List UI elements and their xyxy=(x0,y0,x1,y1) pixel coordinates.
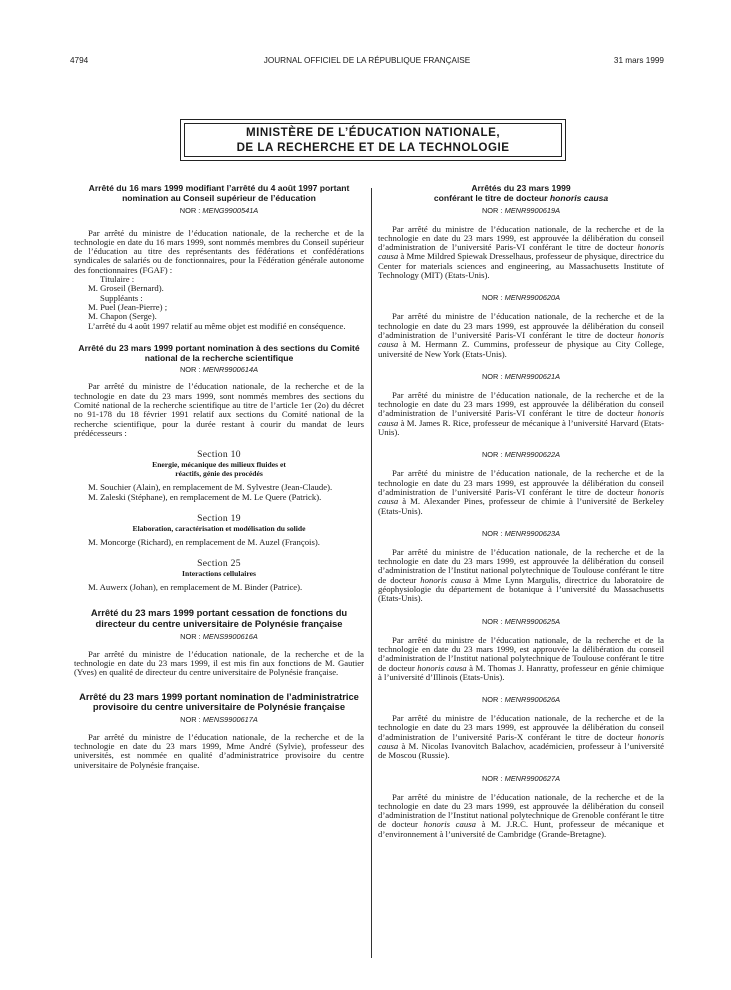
appointment: M. Auwerx (Johan), en remplacement de M. Binder (Patrice). xyxy=(88,582,303,593)
section-subtitle: Elaboration, caractérisation et modélisation du solide xyxy=(132,523,306,533)
decree-body xyxy=(378,312,664,358)
decree-body xyxy=(378,469,664,515)
decree-body xyxy=(378,793,664,839)
appointment: M. Moncorge (Richard), en remplacement de M. Auzel (François). xyxy=(88,536,320,547)
body-text: à M. Thomas J. Hanratty, professeur en génie chimique à l’université d’Illinois (Etats-Unis). xyxy=(378,662,664,682)
decree-title: Arrêté du 23 mars 1999 portant nomination de l’administratrice provisoire du centre universitaire de Polynésie française xyxy=(79,690,359,713)
nor-reference xyxy=(74,632,364,642)
appointment: M. Souchier (Alain), en remplacement de M. Sylvestre (Jean-Claude). xyxy=(88,482,333,493)
ministry-title-box xyxy=(180,119,566,161)
honoris-causa-list xyxy=(378,206,664,839)
honoris-causa-term: honoris causa xyxy=(378,242,664,262)
body-text: à M. James R. Rice, professeur de mécanique à l’université Harvard (Etats-Unis). xyxy=(378,417,664,438)
decree-body: Par arrêté du ministre de l’éducation nationale, de la recherche et de la technologie en date du 23 mars 1999, il est mis fin aux fonctions de M. Gautier (Yves) en qualité de directeur du centre universitaire de Polynésie française. xyxy=(74,648,364,678)
honoris-causa-term: honoris causa xyxy=(378,731,664,751)
nor-label: NOR : xyxy=(481,371,503,381)
body-text: Par arrêté du ministre de l’éducation nationale, de la recherche et de la technologie en date du 23 mars 1999, est approuvée la délibération du conseil d’administration de l’Institut national polytechnique de Toulouse conférant le titre de docteur xyxy=(378,546,664,585)
appointment: M. Zaleski (Stéphane), en remplacement de M. Le Quere (Patrick). xyxy=(88,491,322,502)
nor-code: MENG9900541A xyxy=(202,205,259,215)
suppleant-name: M. Chapon (Serge). xyxy=(88,311,157,322)
page-number: 4794 xyxy=(70,56,89,65)
body-text: à M. Alexander Pines, professeur de chimie à l’université de Berkeley (Etats-Unis). xyxy=(378,496,664,516)
nor-reference xyxy=(378,450,664,460)
nor-reference xyxy=(378,695,664,705)
suppleant-name: M. Puel (Jean-Pierre) ; xyxy=(88,301,168,312)
nor-label: NOR : xyxy=(481,773,503,783)
body-text: Par arrêté du ministre de l’éducation nationale, de la recherche et de la technologie en date du 23 mars 1999, est approuvée la délibération du conseil d’administration de l’université Paris-VI conférant le titre de docteur xyxy=(378,223,664,253)
nor-reference xyxy=(378,529,664,539)
ministry-title-line2: DE LA RECHERCHE ET DE LA TECHNOLOGIE xyxy=(236,141,510,154)
honoris-causa-entry xyxy=(378,529,664,604)
decree-body xyxy=(378,391,664,437)
honoris-causa-entry xyxy=(378,617,664,682)
nor-label: NOR : xyxy=(481,528,503,538)
nor-reference xyxy=(378,293,664,303)
honoris-causa-title xyxy=(378,184,664,204)
nor-label: NOR : xyxy=(481,695,503,705)
section-heading: Section 25 xyxy=(197,558,241,570)
body-text: à M. Hermann Z. Cummins, professeur de physique au City College, université de New York (Etats-Unis). xyxy=(378,339,664,359)
running-header xyxy=(70,56,664,68)
nor-code: MENR9900627A xyxy=(504,773,561,783)
nor-code: MENS9900617A xyxy=(202,714,258,724)
decree-title: Arrêté du 23 mars 1999 portant nomination à des sections du Comité national de la recherche scientifique xyxy=(78,342,360,363)
decree-body: Par arrêté du ministre de l’éducation nationale, de la recherche et de la technologie en date du 16 mars 1999, sont nommés membres du Conseil supérieur de l’éducation au titre des représentants des fédérations et confédérations syndicales de salariés ou de fonctionnaires, pour la Fédération générale autonome des fonctionnaires (FGAF) : xyxy=(74,227,364,275)
decree-closing: L’arrêté du 4 août 1997 relatif au même objet est modifié en conséquence. xyxy=(88,320,346,331)
issue-date: 31 mars 1999 xyxy=(613,56,664,65)
section-heading: Section 19 xyxy=(197,512,241,524)
nor-label: NOR : xyxy=(179,365,201,375)
nor-reference xyxy=(74,715,364,725)
nor-code: MENR9900625A xyxy=(504,616,561,626)
title-line2-italic: honoris causa xyxy=(549,192,609,203)
nor-code: MENS9900616A xyxy=(202,631,258,641)
nor-code: MENR9900622A xyxy=(504,450,561,460)
body-text: à Mme Mildred Spiewak Dresselhaus, professeur de physique, directrice du Center for materials sciences and engineering, au Massachusetts Institute of Technology (MIT) (Etats-Unis). xyxy=(378,251,664,281)
suppleants-label: Suppléants : xyxy=(100,292,143,303)
decree-body: Par arrêté du ministre de l’éducation nationale, de la recherche et de la technologie en date du 23 mars 1999, sont nommés membres des sections du Comité national de la recherche scientifique au titre de l’article 1er (2o) du décret no 91-178 du 18 février 1991 relatif aux sections du Comité national de la recherche scientifique, pour la durée restant à courir du mandat de leurs prédécesseurs : xyxy=(74,381,364,438)
ministry-title-inner xyxy=(184,123,562,157)
decree-body xyxy=(378,225,664,281)
honoris-causa-entry xyxy=(378,372,664,437)
section-heading: Section 10 xyxy=(197,449,241,461)
journal-title: JOURNAL OFFICIEL DE LA RÉPUBLIQUE FRANÇAISE xyxy=(263,56,471,65)
nor-reference xyxy=(74,206,364,216)
nor-label: NOR : xyxy=(481,616,503,626)
nor-reference xyxy=(378,617,664,627)
column-divider xyxy=(371,188,372,958)
honoris-causa-term: honoris causa xyxy=(378,408,664,428)
honoris-causa-term: honoris causa xyxy=(378,329,664,350)
decree-body xyxy=(378,548,664,604)
decree-title: Arrêté du 23 mars 1999 portant cessation de fonctions du directeur du centre universitaire de Polynésie française xyxy=(90,607,348,630)
titulaire-name: M. Groseil (Bernard). xyxy=(88,283,164,294)
nor-label: NOR : xyxy=(180,631,201,641)
nor-reference xyxy=(74,365,364,375)
body-text: à Mme Lynn Margulis, directrice du laboratoire de géophysiologie du département de botanique à l’université du Massachusetts (Etats-Unis). xyxy=(378,574,664,604)
title-line1: Arrêtés du 23 mars 1999 xyxy=(471,183,571,193)
body-text: à M. J.R.C. Hunt, professeur de mécanique et d’environnement à l’université de Cambridge (Grande-Bretagne). xyxy=(378,819,664,839)
honoris-causa-term: honoris causa xyxy=(378,486,664,507)
title-line2 xyxy=(378,194,664,204)
honoris-causa-entry xyxy=(378,450,664,515)
nor-code: MENR9900626A xyxy=(504,695,561,705)
nor-label: NOR : xyxy=(180,714,201,724)
honoris-causa-entry xyxy=(378,206,664,281)
body-text: Par arrêté du ministre de l’éducation nationale, de la recherche et de la technologie en date du 23 mars 1999, est approuvée la délibération du conseil d’administration de l’Institut national polytechnique de Grenoble conférant le titre de docteur xyxy=(378,791,664,830)
nor-code: MENR9900620A xyxy=(504,293,561,303)
decree-cnrs-sections xyxy=(74,344,364,593)
body-text: Par arrêté du ministre de l’éducation nationale, de la recherche et de la technologie en date du 23 mars 1999, est approuvée la délibération du conseil d’administration de l’université Paris-VI conférant le titre de docteur xyxy=(378,389,664,419)
honoris-causa-term: honoris causa xyxy=(420,574,472,585)
nor-reference xyxy=(378,206,664,216)
body-text: à M. Nicolas Ivanovitch Balachov, académicien, professeur à l’université de Moscou (Russie). xyxy=(378,740,664,761)
section-subtitle: Energie, mécanique des milieux fluides et réactifs, génie des procédés xyxy=(152,460,286,479)
nor-label: NOR : xyxy=(481,205,503,215)
titulaire-label: Titulaire : xyxy=(100,274,135,285)
nor-code: MENR9900614A xyxy=(202,365,259,375)
left-column xyxy=(74,184,364,770)
nor-label: NOR : xyxy=(179,205,201,215)
body-text: Par arrêté du ministre de l’éducation nationale, de la recherche et de la technologie en date du 23 mars 1999, est approuvée la délibération du conseil d’administration de l’université Paris-VI conférant le titre de docteur xyxy=(378,311,664,340)
decree-body xyxy=(378,636,664,682)
nor-code: MENR9900619A xyxy=(504,205,561,215)
decree-fgaf xyxy=(74,184,364,331)
honoris-causa-term: honoris causa xyxy=(423,819,476,830)
decree-administratrice xyxy=(74,692,364,770)
nor-code: MENR9900621A xyxy=(504,371,561,381)
ministry-title-line1: MINISTÈRE DE L’ÉDUCATION NATIONALE, xyxy=(245,126,501,139)
decree-body: Par arrêté du ministre de l’éducation nationale, de la recherche et de la technologie en date du 23 mars 1999, Mme André (Sylvie), professeur des universités, est nommée en qualité d’administratrice provisoire du centre universitaire de Polynésie française. xyxy=(74,731,364,770)
body-text: Par arrêté du ministre de l’éducation nationale, de la recherche et de la technologie en date du 23 mars 1999, est approuvée la délibération du conseil d’administration de l’université Paris-X conférant le titre de docteur xyxy=(378,713,664,742)
nor-label: NOR : xyxy=(481,293,503,303)
honoris-causa-entry xyxy=(378,293,664,358)
decree-cessation xyxy=(74,608,364,677)
decree-body xyxy=(378,714,664,760)
honoris-causa-entry xyxy=(378,774,664,839)
honoris-causa-term: honoris causa xyxy=(417,662,467,673)
body-text: Par arrêté du ministre de l’éducation nationale, de la recherche et de la technologie en date du 23 mars 1999, est approuvée la délibération du conseil d’administration de l’université Paris-VI conférant le titre de docteur xyxy=(378,468,664,497)
nor-reference xyxy=(378,372,664,382)
section-subtitle: Interactions cellulaires xyxy=(182,569,256,579)
honoris-causa-entry xyxy=(378,695,664,760)
nor-code: MENR9900623A xyxy=(504,528,561,538)
title-line2-text: conférant le titre de docteur xyxy=(433,192,550,203)
body-text: Par arrêté du ministre de l’éducation nationale, de la recherche et de la technologie en date du 23 mars 1999, est approuvée la délibération du conseil d’administration de l’Institut national polytechnique de Toulouse conférant le titre de docteur xyxy=(378,634,664,673)
nor-reference xyxy=(378,774,664,784)
nor-label: NOR : xyxy=(481,450,503,460)
decree-title: Arrêté du 16 mars 1999 modifiant l’arrêté du 4 août 1997 portant nomination au Conseil supérieur de l’éducation xyxy=(88,183,350,203)
right-column xyxy=(378,184,664,839)
